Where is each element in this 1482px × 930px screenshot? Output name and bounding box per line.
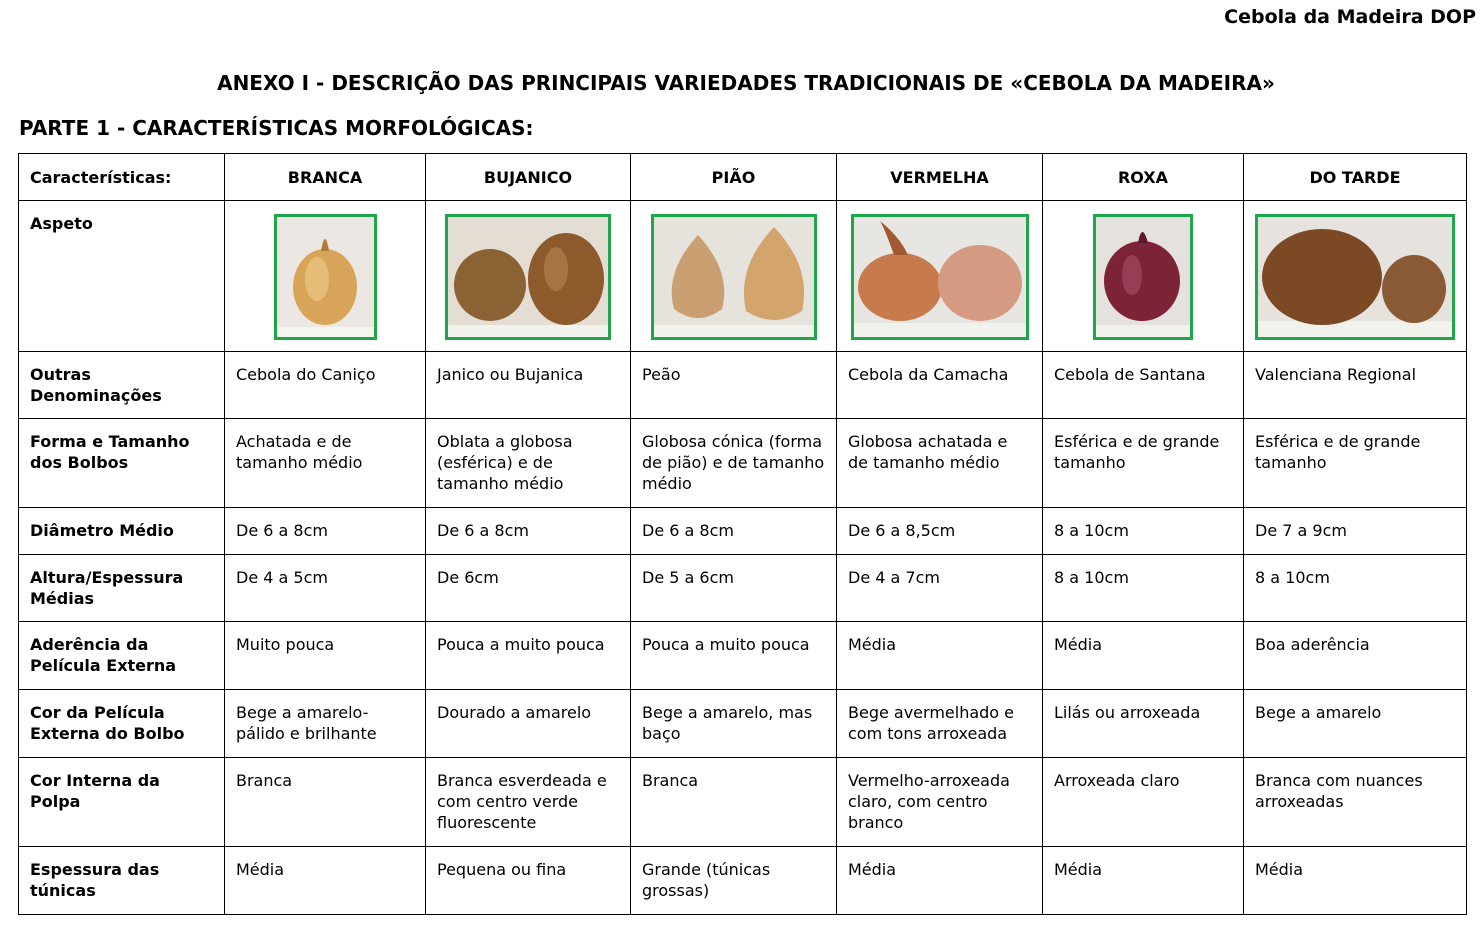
table-cell: De 5 a 6cm bbox=[631, 555, 837, 622]
variety-header-bujanico: BUJANICO bbox=[426, 154, 631, 201]
onion-photo-branca bbox=[274, 214, 377, 340]
variety-header-branca: BRANCA bbox=[225, 154, 426, 201]
table-row bbox=[19, 419, 1467, 508]
table-cell: Branca com nuances arroxeadas bbox=[1244, 758, 1467, 847]
row-label: Cor da Película Externa do Bolbo bbox=[19, 690, 225, 758]
aspect-cell-vermelha bbox=[837, 201, 1043, 352]
table-row bbox=[19, 758, 1467, 847]
table-row bbox=[19, 555, 1467, 622]
table-cell: Média bbox=[1244, 847, 1467, 915]
annex-title: ANEXO I - DESCRIÇÃO DAS PRINCIPAIS VARIEDADES TRADICIONAIS DE «CEBOLA DA MADEIRA» bbox=[217, 71, 1275, 95]
table-cell: Bege a amarelo-pálido e brilhante bbox=[225, 690, 426, 758]
table-cell: Arroxeada claro bbox=[1043, 758, 1244, 847]
table-cell: Média bbox=[837, 622, 1043, 690]
aspect-cell-piao bbox=[631, 201, 837, 352]
table-cell: Globosa achatada e de tamanho médio bbox=[837, 419, 1043, 508]
document-header-title: Cebola da Madeira DOP bbox=[1224, 6, 1476, 28]
morphology-table bbox=[18, 153, 1467, 915]
aspect-cell-bujanico bbox=[426, 201, 631, 352]
aspect-cell-branca bbox=[225, 201, 426, 352]
table-cell: De 4 a 7cm bbox=[837, 555, 1043, 622]
row-label-aspeto: Aspeto bbox=[19, 201, 225, 352]
table-cell: Média bbox=[1043, 847, 1244, 915]
variety-header-piao: PIÃO bbox=[631, 154, 837, 201]
table-cell: Média bbox=[837, 847, 1043, 915]
table-cell: De 7 a 9cm bbox=[1244, 508, 1467, 555]
table-cell: Cebola de Santana bbox=[1043, 352, 1244, 419]
table-cell: Dourado a amarelo bbox=[426, 690, 631, 758]
table-cell: Bege a amarelo bbox=[1244, 690, 1467, 758]
table-row bbox=[19, 847, 1467, 915]
onion-photo-do-tarde bbox=[1255, 214, 1455, 340]
table-cell: Cebola da Camacha bbox=[837, 352, 1043, 419]
aspect-row bbox=[19, 201, 1467, 352]
table-cell: Janico ou Bujanica bbox=[426, 352, 631, 419]
table-cell: Branca bbox=[225, 758, 426, 847]
row-label: Espessura das túnicas bbox=[19, 847, 225, 915]
table-row bbox=[19, 622, 1467, 690]
table-cell: Vermelho-arroxeada claro, com centro branco bbox=[837, 758, 1043, 847]
table-cell: De 6 a 8,5cm bbox=[837, 508, 1043, 555]
onion-photo-roxa bbox=[1093, 214, 1193, 340]
table-cell: Cebola do Caniço bbox=[225, 352, 426, 419]
onion-photo-vermelha bbox=[851, 214, 1029, 340]
table-row bbox=[19, 508, 1467, 555]
table-cell: Pouca a muito pouca bbox=[631, 622, 837, 690]
part-title: PARTE 1 - CARACTERÍSTICAS MORFOLÓGICAS: bbox=[19, 116, 534, 140]
table-cell: Branca esverdeada e com centro verde fluorescente bbox=[426, 758, 631, 847]
table-cell: Média bbox=[225, 847, 426, 915]
table-cell: Média bbox=[1043, 622, 1244, 690]
table-cell: Oblata a globosa (esférica) e de tamanho médio bbox=[426, 419, 631, 508]
table-cell: Globosa cónica (forma de pião) e de tamanho médio bbox=[631, 419, 837, 508]
variety-header-do-tarde: DO TARDE bbox=[1244, 154, 1467, 201]
table-header-row bbox=[19, 154, 1467, 201]
onion-photo-bujanico bbox=[445, 214, 611, 340]
variety-header-roxa: ROXA bbox=[1043, 154, 1244, 201]
table-cell: Bege a amarelo, mas baço bbox=[631, 690, 837, 758]
table-cell: De 6 a 8cm bbox=[225, 508, 426, 555]
table-cell: Pouca a muito pouca bbox=[426, 622, 631, 690]
onion-photo-piao bbox=[651, 214, 817, 340]
table-cell: Peão bbox=[631, 352, 837, 419]
table-cell: De 6cm bbox=[426, 555, 631, 622]
table-cell: Lilás ou arroxeada bbox=[1043, 690, 1244, 758]
table-cell: Esférica e de grande tamanho bbox=[1244, 419, 1467, 508]
table-cell: Muito pouca bbox=[225, 622, 426, 690]
row-label: Aderência da Película Externa bbox=[19, 622, 225, 690]
table-cell: Boa aderência bbox=[1244, 622, 1467, 690]
row-label: Altura/Espessura Médias bbox=[19, 555, 225, 622]
table-cell: Grande (túnicas grossas) bbox=[631, 847, 837, 915]
table-cell: 8 a 10cm bbox=[1244, 555, 1467, 622]
table-cell: Pequena ou fina bbox=[426, 847, 631, 915]
table-row bbox=[19, 352, 1467, 419]
table-cell: De 6 a 8cm bbox=[631, 508, 837, 555]
table-cell: De 6 a 8cm bbox=[426, 508, 631, 555]
table-cell: Achatada e de tamanho médio bbox=[225, 419, 426, 508]
table-cell: Bege avermelhado e com tons arroxeada bbox=[837, 690, 1043, 758]
aspect-cell-roxa bbox=[1043, 201, 1244, 352]
row-label: Diâmetro Médio bbox=[19, 508, 225, 555]
aspect-cell-do-tarde bbox=[1244, 201, 1467, 352]
corner-header-cell: Características: bbox=[19, 154, 225, 201]
table-cell: Esférica e de grande tamanho bbox=[1043, 419, 1244, 508]
row-label: Forma e Tamanho dos Bolbos bbox=[19, 419, 225, 508]
table-cell: De 4 a 5cm bbox=[225, 555, 426, 622]
table-cell: 8 a 10cm bbox=[1043, 555, 1244, 622]
variety-header-vermelha: VERMELHA bbox=[837, 154, 1043, 201]
table-cell: Branca bbox=[631, 758, 837, 847]
row-label: Outras Denominações bbox=[19, 352, 225, 419]
table-cell: 8 a 10cm bbox=[1043, 508, 1244, 555]
table-row bbox=[19, 690, 1467, 758]
row-label: Cor Interna da Polpa bbox=[19, 758, 225, 847]
table-cell: Valenciana Regional bbox=[1244, 352, 1467, 419]
